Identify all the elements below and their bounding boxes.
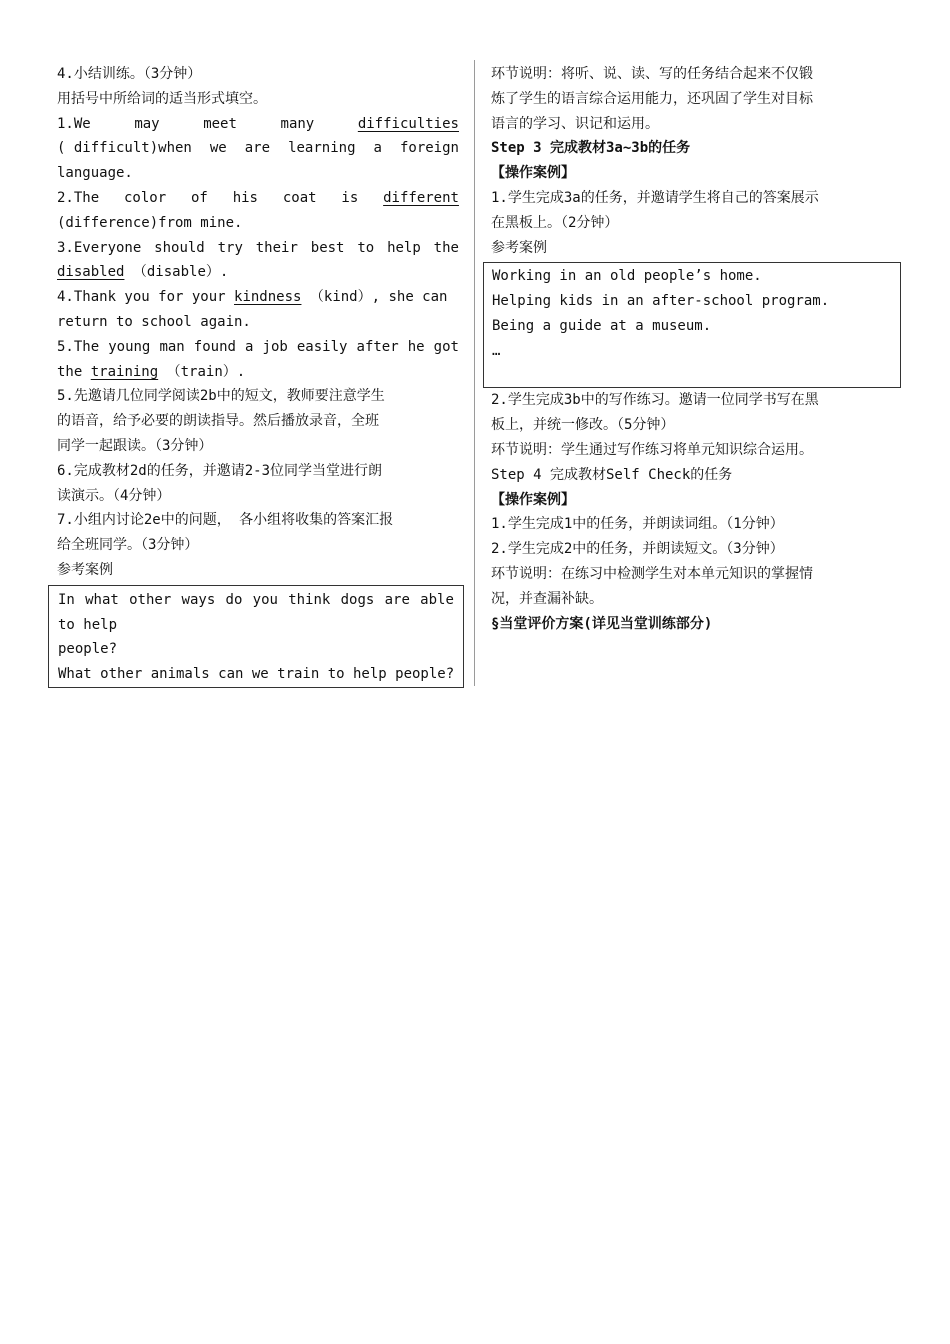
task-3b-line-2: 板上，并统一修改。（5分钟） (491, 417, 675, 434)
task-self-check-2: 2.学生完成2中的任务，并朗读短文。（3分钟） (491, 541, 784, 558)
section-note-line-2: 炼了学生的语言综合运用能力，还巩固了学生对目标 (491, 90, 813, 107)
task-self-check-1: 1.学生完成1中的任务，并朗读词组。（1分钟） (491, 516, 784, 533)
step-5-text: 5.先邀请几位同学阅读2b中的短文，教师要注意学生 (57, 388, 385, 405)
exercise-1-line-3: language. (57, 165, 133, 182)
fill-instruction: 用括号中所给词的适当形式填空。 (57, 90, 267, 107)
box-line-2: Helping kids in an after-school program. (492, 293, 830, 310)
answer-disabled: disabled (57, 264, 125, 281)
section-note: 环节说明：在练习中检测学生对本单元知识的掌握情 (491, 565, 813, 582)
box-line-4: What other animals can we train to help people? (58, 666, 455, 683)
exercise-1-line-2: ( difficult)when we are learning a foreign (57, 140, 459, 157)
section-note-line-2: 况，并查漏补缺。 (491, 590, 603, 607)
reference-box-jobs (483, 262, 901, 388)
step-7-text-line-2: 给全班同学。（3分钟） (57, 537, 199, 554)
answer-training: training (90, 363, 159, 380)
exercise-2-line-2: (difference)from mine. (57, 214, 243, 231)
exercise-2-line-1: 2.The color of his coat is different (57, 186, 459, 211)
column-divider (474, 60, 475, 686)
step-6-text-line-2: 读演示。（4分钟） (57, 487, 171, 504)
case-heading: 【操作案例】 (491, 165, 575, 182)
exercise-3-line-1: 3.Everyone should try their best to help the (57, 239, 459, 256)
left-column (57, 62, 459, 688)
task-3a: 1.学生完成3a的任务，并邀请学生将自己的答案展示 (491, 189, 819, 206)
section-note-line-3: 语言的学习、识记和运用。 (491, 115, 659, 132)
exercise-3-line-2: disabled （disable）. (57, 264, 229, 281)
step-3-heading: Step 3 完成教材3a~3b的任务 (491, 140, 691, 157)
box-line-1: In what other ways do you think dogs are able (58, 591, 454, 608)
evaluation-plan-heading: §当堂评价方案(详见当堂训练部分) (491, 615, 713, 632)
summary-heading: 4.小结训练。（3分钟） (57, 66, 202, 82)
exercise-1-line-1: 1.We may meet many difficulties (57, 112, 459, 137)
exercise-4-line-1: 4.Thank you for your kindness （kind）, she can (57, 289, 448, 306)
box-line-1: Working in an old people’s home. (492, 268, 762, 285)
section-note: 环节说明：将听、说、读、写的任务结合起来不仅锻 (491, 66, 813, 82)
answer-kindness: kindness (234, 289, 302, 306)
box-line-2: to help (58, 616, 118, 633)
answer-different: different (383, 189, 459, 206)
exercise-5-line-1: 5.The young man found a job easily after he got (57, 338, 459, 355)
task-3b: 2.学生完成3b中的写作练习。邀请一位同学书写在黑 (491, 392, 819, 409)
box-line-3: Being a guide at a museum. (492, 317, 712, 334)
step-6-text: 6.完成教材2d的任务，并邀请2-3位同学当堂进行朗 (57, 462, 382, 479)
reference-box-questions (48, 585, 464, 688)
box-line-4: … (492, 342, 501, 359)
exercise-4-line-2: return to school again. (57, 313, 251, 330)
step-4-heading: Step 4 完成教材Self Check的任务 (491, 466, 733, 483)
answer-difficulties: difficulties (357, 115, 459, 132)
case-heading: 【操作案例】 (491, 491, 575, 508)
section-note: 环节说明：学生通过写作练习将单元知识综合运用。 (491, 441, 813, 458)
box-line-3: people? (58, 641, 118, 658)
task-3a-line-2: 在黑板上。（2分钟） (491, 214, 619, 231)
step-5-text-line-2: 的语音，给予必要的朗读指导。然后播放录音，全班 (57, 413, 379, 430)
exercise-5-line-2: the training （train）. (57, 363, 246, 380)
step-5-text-line-3: 同学一起跟读。（3分钟） (57, 437, 213, 454)
reference-label: 参考案例 (57, 561, 113, 578)
right-column (491, 62, 893, 636)
reference-label: 参考案例 (491, 239, 547, 256)
step-7-text: 7.小组内讨论2e中的问题， 各小组将收集的答案汇报 (57, 512, 394, 529)
